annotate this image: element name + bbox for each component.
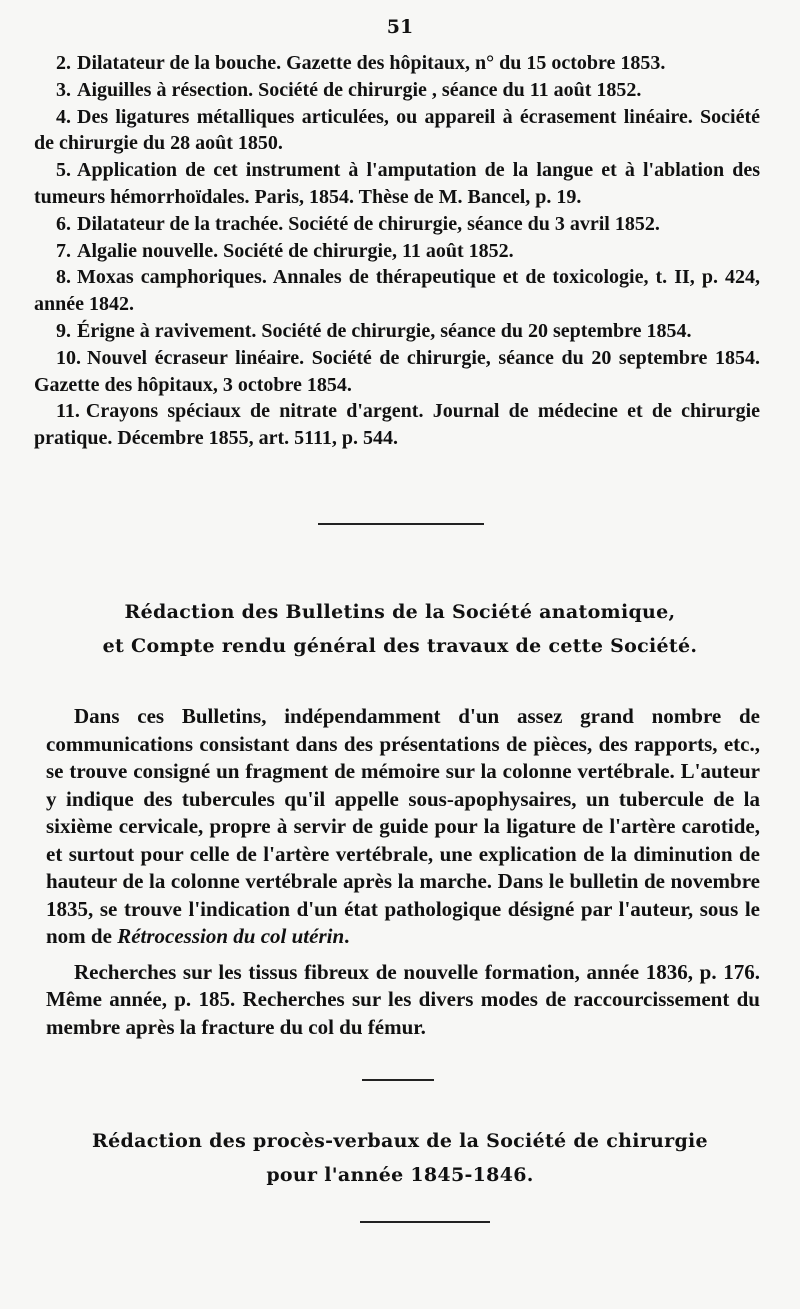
section-heading-anatomique [30, 595, 770, 663]
reference-number: 4. [56, 105, 71, 128]
reference-number: 11. [56, 400, 80, 423]
reference-item [34, 345, 760, 399]
reference-item [34, 238, 760, 265]
reference-item [34, 211, 760, 238]
paragraph-text: Dans ces Bulletins, indépendamment d'un assez grand nombre de communications consistant dans des présentations de pièces, des rapports, etc., se trouve consigné un fragment de mémoire sur la colonne vertébrale. L'auteur y indique des tubercules qu'il appelle sous-apophysaires, un tubercule de la sixième cervicale, propre à servir de guide pour la ligature de l'artère carotide, et surtout pour celle de l'artère vertébrale, une explication de la diminution de hauteur de la colonne vertébrale après la marche. Dans le bulletin de novembre 1835, se trouve l'indication d'un état pathologique désigné par l'auteur, sous le nom de [46, 704, 760, 948]
reference-text: Aiguilles à résection. Société de chirurgie , séance du 11 août 1852. [77, 78, 642, 101]
reference-text: Érigne à ravivement. Société de chirurgie, séance du 20 septembre 1854. [77, 319, 692, 342]
reference-number: 3. [56, 78, 71, 101]
reference-number: 2. [56, 52, 71, 74]
heading-line: Rédaction des Bulletins de la Société anatomique, [124, 601, 676, 623]
section-divider [360, 1221, 490, 1223]
heading-line: et Compte rendu général des travaux de cette Société. [102, 635, 698, 657]
section-heading-chirurgie [30, 1124, 770, 1192]
paragraph-end: . [344, 924, 350, 948]
reference-item [34, 318, 760, 345]
body-paragraph: Recherches sur les tissus fibreux de nouvelle formation, année 1836, p. 176. Même année, p. 185. Recherches sur les divers modes de raccourcissement du membre après la fracture du col du fémur. [46, 959, 760, 1039]
heading-line: Rédaction des procès-verbaux de la Société de chirurgie [92, 1130, 708, 1152]
body-paragraph [46, 703, 760, 951]
reference-item [34, 77, 760, 104]
reference-text: Des ligatures métalliques articulées, ou appareil à écrasement linéaire. Société de chirurgie du 28 août 1850. [34, 105, 760, 155]
reference-text: Algalie nouvelle. Société de chirurgie, 11 août 1852. [77, 239, 514, 262]
reference-number: 10. [56, 346, 81, 369]
reference-number: 7. [56, 239, 71, 262]
reference-number: 5. [56, 159, 71, 182]
reference-text: Moxas camphoriques. Annales de thérapeutique et de toxicologie, t. II, p. 424, année 1842. [34, 266, 760, 316]
section-divider [362, 1079, 434, 1081]
reference-text: Nouvel écraseur linéaire. Société de chirurgie, séance du 20 septembre 1854. Gazette des hôpitaux, 3 octobre 1854. [34, 346, 760, 396]
reference-item [34, 104, 760, 158]
section-divider [318, 523, 484, 525]
reference-number: 6. [56, 212, 71, 235]
reference-text: Dilatateur de la bouche. Gazette des hôpitaux, n° du 15 octobre 1853. [77, 52, 666, 74]
reference-item [34, 264, 760, 318]
italic-term: Rétrocession du col utérin [117, 924, 345, 948]
page-number: 51 [386, 16, 414, 38]
reference-item [34, 50, 760, 77]
reference-item [34, 398, 760, 452]
reference-text: Crayons spéciaux de nitrate d'argent. Journal de médecine et de chirurgie pratique. Décembre 1855, art. 5111, p. 544. [34, 400, 760, 450]
reference-text: Dilatateur de la trachée. Société de chirurgie, séance du 3 avril 1852. [77, 212, 660, 235]
reference-number: 9. [56, 319, 71, 342]
reference-number: 8. [56, 266, 71, 289]
heading-line: pour l'année 1845-1846. [266, 1164, 534, 1186]
section-body-anatomique [46, 703, 760, 1041]
reference-item [34, 157, 760, 211]
reference-list [34, 50, 760, 452]
reference-text: Application de cet instrument à l'amputation de la langue et à l'ablation des tumeurs hémorrhoïdales. Paris, 1854. Thèse de M. Bancel, p. 19. [34, 159, 760, 208]
